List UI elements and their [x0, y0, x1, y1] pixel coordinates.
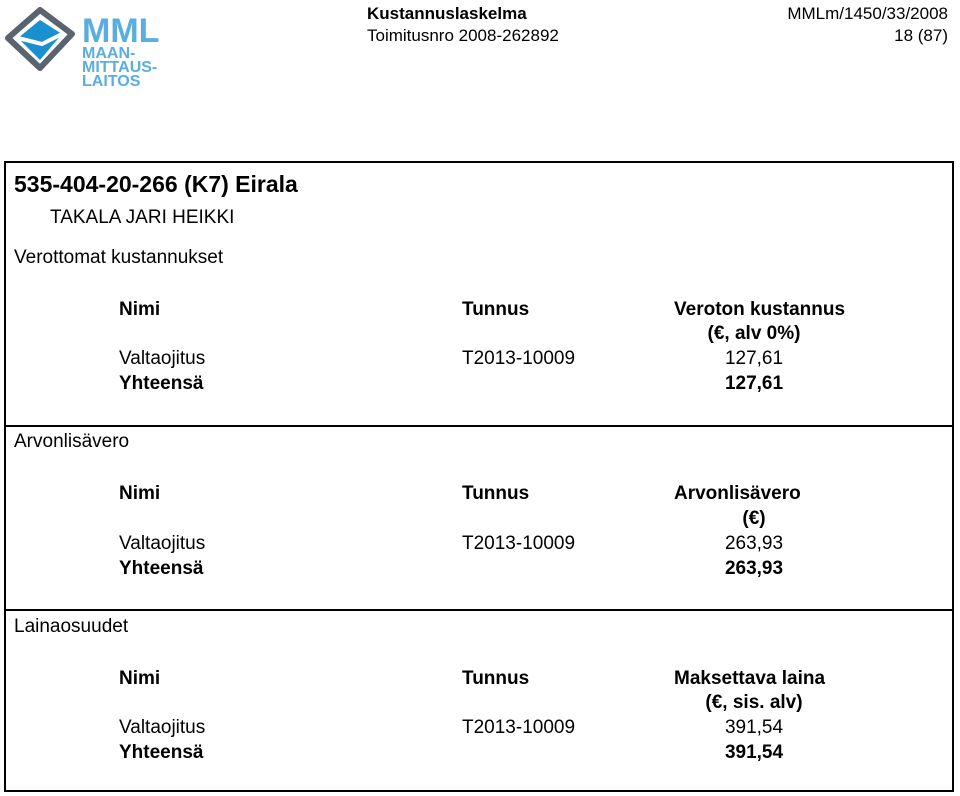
case-code: MMLm/1450/33/2008	[787, 4, 948, 23]
row-code: T2013-10009	[462, 717, 576, 738]
total-label: Yhteensä	[119, 373, 204, 394]
total-value: 127,61	[724, 373, 784, 394]
col-header-name: Nimi	[119, 483, 161, 504]
col-header-unit: (€)	[742, 508, 766, 529]
logo-line-mittaus: MITTAUS-	[82, 59, 158, 76]
row-value: 127,61	[724, 348, 784, 369]
col-header-value: Maksettava laina	[674, 668, 826, 689]
cost-frame	[4, 161, 954, 792]
delivery-number: Toimitusnro 2008-262892	[367, 26, 559, 45]
total-label: Yhteensä	[119, 558, 204, 579]
row-code: T2013-10009	[462, 348, 576, 369]
logo-line-laitos: LAITOS	[82, 73, 141, 88]
logo-mml: MML	[82, 12, 160, 50]
envelope-icon	[8, 10, 72, 68]
document-title: Kustannuslaskelma	[367, 4, 527, 23]
row-name: Valtaojitus	[119, 348, 206, 369]
property-title: 535-404-20-266 (K7) Eirala	[14, 171, 298, 197]
mml-logo	[4, 4, 164, 88]
logo-line-maan: MAAN-	[82, 45, 136, 62]
col-header-unit: (€, sis. alv)	[705, 692, 803, 713]
total-value: 263,93	[724, 558, 784, 579]
section-title-vat: Arvonlisävero	[14, 431, 130, 452]
owner-name: TAKALA JARI HEIKKI	[50, 207, 235, 228]
section-title-loans: Lainaosuudet	[14, 616, 129, 637]
col-header-code: Tunnus	[462, 299, 530, 320]
col-header-unit: (€, alv 0%)	[707, 323, 801, 344]
section-divider	[6, 425, 952, 427]
col-header-name: Nimi	[119, 668, 161, 689]
col-header-code: Tunnus	[462, 668, 530, 689]
row-code: T2013-10009	[462, 533, 576, 554]
col-header-name: Nimi	[119, 299, 161, 320]
section-divider	[6, 609, 952, 611]
col-header-code: Tunnus	[462, 483, 530, 504]
col-header-value: Veroton kustannus	[674, 299, 846, 320]
row-name: Valtaojitus	[119, 717, 206, 738]
page-number: 18 (87)	[894, 26, 948, 45]
section-title-untaxed: Verottomat kustannukset	[14, 247, 224, 268]
total-label: Yhteensä	[119, 742, 204, 763]
row-value: 391,54	[724, 717, 784, 738]
row-value: 263,93	[724, 533, 784, 554]
col-header-value: Arvonlisävero	[674, 483, 801, 504]
total-value: 391,54	[724, 742, 784, 763]
row-name: Valtaojitus	[119, 533, 206, 554]
